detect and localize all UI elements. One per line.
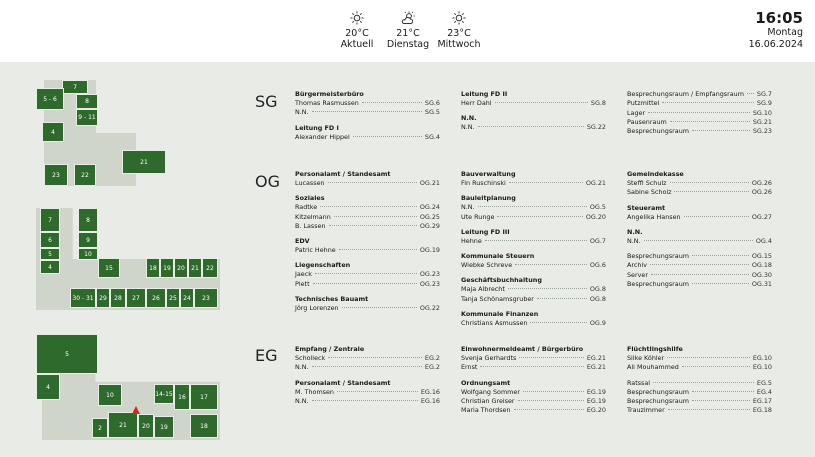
directory-entry xyxy=(295,304,440,313)
room-sg-9-11: 9 - 11 xyxy=(76,109,98,126)
dotted-leader xyxy=(337,391,418,392)
department-heading: Technisches Bauamt xyxy=(295,295,369,304)
sg-col-2 xyxy=(461,90,606,133)
dotted-leader xyxy=(670,121,750,122)
entry-name: Besprechungsraum xyxy=(627,387,689,396)
directory-entry xyxy=(627,388,772,397)
room-code: EG.19 xyxy=(586,396,606,405)
entry-name: Thomas Rasmussen xyxy=(295,99,359,107)
room-code: EG.16 xyxy=(420,396,440,405)
entry-name: Maja Albrecht xyxy=(461,285,505,294)
room-sg-5-6: 5 - 6 xyxy=(36,88,64,110)
room-og-30-31: 30 - 31 xyxy=(70,288,96,308)
dotted-leader xyxy=(668,409,750,410)
entry-name: Pausenraum xyxy=(627,117,667,126)
weather-day: Dienstag xyxy=(386,39,430,50)
room-eg-2: 2 xyxy=(92,418,108,438)
weather-temp: 21°C xyxy=(396,28,420,39)
entry-name: Hehne xyxy=(461,236,482,245)
directory-entry xyxy=(461,179,606,188)
room-code: OG.9 xyxy=(589,319,606,328)
room-og-4: 4 xyxy=(40,260,60,274)
directory-entry xyxy=(627,354,772,363)
department-heading: Bauleitplanung xyxy=(461,194,516,203)
department-heading: Liegenschaften xyxy=(295,261,351,270)
directory-entry xyxy=(461,295,606,304)
room-og-21: 21 xyxy=(188,258,202,278)
dotted-leader xyxy=(650,264,749,265)
department-heading: Bauverwaltung xyxy=(461,170,516,178)
dotted-leader xyxy=(519,357,584,358)
entry-name: Svenja Gerhardts xyxy=(461,354,517,362)
dotted-leader xyxy=(670,182,749,183)
sg-col-3 xyxy=(627,90,772,136)
directory-entry xyxy=(627,379,772,388)
dotted-leader xyxy=(692,283,749,284)
directory-entry xyxy=(295,397,440,406)
dotted-leader xyxy=(312,366,422,367)
dotted-leader xyxy=(485,240,587,241)
dotted-leader xyxy=(523,391,584,392)
directory-entry xyxy=(627,90,772,99)
room-eg-5: 5 xyxy=(36,334,98,374)
room-code: OG.30 xyxy=(751,270,772,279)
department-heading: N.N. xyxy=(461,114,477,123)
room-code: OG.6 xyxy=(589,261,606,270)
dotted-leader xyxy=(339,249,417,250)
room-code: EG.19 xyxy=(586,387,606,396)
room-code: OG.8 xyxy=(589,285,606,294)
entry-name: Jörg Lorenzen xyxy=(295,304,339,313)
sun-icon xyxy=(350,11,364,25)
weather-temp: 20°C xyxy=(345,28,369,39)
entry-name: Radtke xyxy=(295,203,318,212)
room-code: EG.2 xyxy=(424,354,440,362)
directory-entry xyxy=(295,179,440,188)
dotted-leader xyxy=(509,182,583,183)
room-code: OG.24 xyxy=(419,203,440,212)
dotted-leader xyxy=(653,382,754,383)
dotted-leader xyxy=(328,182,417,183)
you-are-here-marker-icon xyxy=(132,406,140,414)
dotted-leader xyxy=(342,307,417,308)
room-sg-7: 7 xyxy=(62,80,88,94)
dotted-leader xyxy=(692,400,750,401)
room-code: EG.20 xyxy=(586,406,606,415)
directory-entry xyxy=(295,363,440,372)
dotted-leader xyxy=(644,240,753,241)
directory-entry xyxy=(627,188,772,197)
room-og-20: 20 xyxy=(174,258,188,278)
room-og-6: 6 xyxy=(40,232,60,248)
directory-entry xyxy=(295,270,440,279)
directory-entry xyxy=(461,354,606,363)
room-og-28: 28 xyxy=(110,288,126,308)
entry-name: M. Thomsen xyxy=(295,387,334,396)
directory-entry xyxy=(627,406,772,415)
department-heading: Empfang / Zentrale xyxy=(295,345,365,353)
room-code: OG.22 xyxy=(419,304,440,313)
room-og-26: 26 xyxy=(146,288,166,308)
room-code: OG.19 xyxy=(419,246,440,255)
directory-entry xyxy=(461,203,606,212)
clock-day: Montag xyxy=(767,27,803,38)
room-code: EG.18 xyxy=(752,406,772,415)
directory-entry xyxy=(295,213,440,222)
dotted-leader xyxy=(329,225,417,226)
directory-entry xyxy=(627,99,772,108)
dotted-leader xyxy=(515,264,587,265)
room-eg-10: 10 xyxy=(98,384,122,406)
room-sg-8: 8 xyxy=(76,94,98,109)
entry-name: Putzmittel xyxy=(627,99,660,108)
entry-name: Trauzimmer xyxy=(627,406,665,415)
department-heading: N.N. xyxy=(627,227,643,236)
room-sg-22: 22 xyxy=(74,164,96,186)
weather-day: Mittwoch xyxy=(437,39,481,50)
room-og-9: 9 xyxy=(78,232,98,248)
entry-name: Silke Köhler xyxy=(627,354,665,362)
room-og-29: 29 xyxy=(96,288,110,308)
room-eg-18: 18 xyxy=(190,414,218,438)
room-code: SG.9 xyxy=(756,99,772,108)
entry-name: Christian Greiser xyxy=(461,396,515,405)
dotted-leader xyxy=(662,102,754,103)
room-eg-21: 21 xyxy=(108,412,138,438)
dotted-leader xyxy=(648,112,750,113)
entry-name: Besprechungsraum xyxy=(627,280,689,289)
room-code: SG.5 xyxy=(424,108,440,117)
room-code: OG.7 xyxy=(589,236,606,245)
directory-entry xyxy=(461,213,606,222)
room-og-25: 25 xyxy=(166,288,180,308)
entry-name: Ratssal xyxy=(627,378,651,387)
department-heading: Bürgermeisterbüro xyxy=(295,90,364,98)
directory-entry xyxy=(295,246,440,255)
entry-name: Besprechungsraum xyxy=(627,252,689,261)
dotted-leader xyxy=(651,274,749,275)
directory-entry xyxy=(461,388,606,397)
department-heading: Kommunale Steuern xyxy=(461,252,535,261)
room-og-23: 23 xyxy=(194,288,218,308)
room-code: OG.26 xyxy=(751,188,772,197)
dotted-leader xyxy=(313,283,417,284)
room-code: OG.26 xyxy=(751,179,772,187)
room-code: OG.21 xyxy=(585,179,606,187)
dotted-leader xyxy=(478,206,587,207)
dotted-leader xyxy=(334,216,417,217)
room-code: OG.27 xyxy=(751,212,772,221)
room-eg-4: 4 xyxy=(36,374,60,400)
directory-entry xyxy=(461,319,606,328)
department-heading: Einwohnermeldeamt / Bürgerbüro xyxy=(461,345,584,353)
entry-name: Steffi Schulz xyxy=(627,179,667,187)
room-code: OG.8 xyxy=(589,294,606,303)
entry-name: N.N. xyxy=(295,108,309,117)
room-eg-14-15: 14-15 xyxy=(154,384,174,404)
room-code: EG.4 xyxy=(756,387,772,396)
room-og-24: 24 xyxy=(180,288,194,308)
room-code: OG.23 xyxy=(419,270,440,279)
room-og-8: 8 xyxy=(78,208,98,232)
dotted-leader xyxy=(312,400,418,401)
entry-name: Angelika Hansen xyxy=(627,212,681,221)
directory-entry xyxy=(627,271,772,280)
department-heading: Leitung FD I xyxy=(295,123,339,132)
directory-entry xyxy=(295,203,440,212)
entry-name: Tanja Schönamsgruber xyxy=(461,294,534,303)
department-heading: Personalamt / Standesamt xyxy=(295,170,391,178)
department-heading: Leitung FD III xyxy=(461,227,510,236)
dotted-leader xyxy=(480,366,583,367)
room-code: OG.4 xyxy=(755,236,772,245)
room-og-18: 18 xyxy=(146,258,160,278)
entry-name: Alexander Hippel xyxy=(295,132,350,141)
og-col-2 xyxy=(461,170,606,328)
og-col-3 xyxy=(627,170,772,289)
directory-entry xyxy=(461,406,606,415)
eg-col-3 xyxy=(627,345,772,416)
dotted-leader xyxy=(328,357,422,358)
room-code: SG.21 xyxy=(752,117,772,126)
header-bar xyxy=(0,0,815,62)
room-code: EG.16 xyxy=(420,387,440,396)
room-eg-16: 16 xyxy=(174,384,190,410)
directory-entry xyxy=(627,363,772,372)
entry-name: Besprechungsraum xyxy=(627,397,689,406)
dotted-leader xyxy=(362,102,422,103)
dotted-leader xyxy=(508,288,587,289)
dotted-leader xyxy=(667,357,750,358)
dotted-leader xyxy=(320,206,417,207)
entry-name: Plett xyxy=(295,279,310,288)
clock xyxy=(749,9,803,51)
directory-entry xyxy=(461,99,606,108)
directory-entry xyxy=(627,127,772,136)
room-code: SG.7 xyxy=(756,90,772,98)
department-heading: Leitung FD II xyxy=(461,90,508,98)
room-code: EG.10 xyxy=(752,354,772,362)
directory-entry xyxy=(627,179,772,188)
department-heading: Kommunale Finanzen xyxy=(461,310,539,319)
entry-name: Fin Ruschinski xyxy=(461,179,506,187)
dotted-leader xyxy=(747,93,754,94)
og-col-1 xyxy=(295,170,440,313)
directory-main xyxy=(0,62,815,457)
floorplan-sg xyxy=(36,80,146,186)
weather-temp: 23°C xyxy=(447,28,471,39)
entry-name: Lucassen xyxy=(295,179,325,187)
directory-entry xyxy=(461,363,606,372)
department-heading: EDV xyxy=(295,237,310,246)
room-sg-23: 23 xyxy=(44,164,68,186)
room-sg-4: 4 xyxy=(42,122,64,142)
dotted-leader xyxy=(537,298,587,299)
room-eg-17: 17 xyxy=(190,384,218,410)
directory-entry xyxy=(295,222,440,231)
dotted-leader xyxy=(497,216,582,217)
directory-entry xyxy=(461,285,606,294)
level-label-og: OG xyxy=(255,172,280,191)
sg-col-1 xyxy=(295,90,440,142)
entry-name: Wolfgang Sommer xyxy=(461,387,520,396)
entry-name: Lager xyxy=(627,108,646,117)
directory-entry xyxy=(295,99,440,108)
entry-name: N.N. xyxy=(461,203,475,212)
room-code: OG.15 xyxy=(751,252,772,261)
entry-name: N.N. xyxy=(295,396,309,405)
room-og-15: 15 xyxy=(98,258,120,278)
entry-name: Wiebke Schreve xyxy=(461,261,513,270)
dotted-leader xyxy=(478,126,584,127)
room-og-10: 10 xyxy=(78,248,98,260)
entry-name: Besprechungsraum / Empfangsraum xyxy=(627,90,744,98)
entry-name: Patric Hehne xyxy=(295,246,336,255)
room-og-5: 5 xyxy=(40,248,60,260)
entry-name: Ali Mouhammed xyxy=(627,363,679,372)
entry-name: Besprechungsraum xyxy=(627,127,689,136)
entry-name: Ernst xyxy=(461,363,478,372)
room-code: SG.8 xyxy=(590,99,606,107)
room-code: EG.5 xyxy=(756,378,772,387)
directory-entry xyxy=(461,261,606,270)
department-heading: Flüchtlingshilfe xyxy=(627,345,683,353)
entry-name: Server xyxy=(627,270,648,279)
room-og-19: 19 xyxy=(160,258,174,278)
room-eg-19: 19 xyxy=(154,416,174,438)
entry-name: N.N. xyxy=(295,363,309,372)
room-code: EG.10 xyxy=(752,363,772,372)
department-heading: Steueramt xyxy=(627,203,666,212)
dotted-leader xyxy=(674,191,748,192)
dotted-leader xyxy=(312,111,422,112)
eg-col-2 xyxy=(461,345,606,415)
level-label-eg: EG xyxy=(255,346,278,365)
dotted-leader xyxy=(530,322,586,323)
room-og-27: 27 xyxy=(126,288,146,308)
room-eg-20: 20 xyxy=(138,414,154,438)
entry-name: Christians Asmussen xyxy=(461,319,528,328)
weather-wednesday xyxy=(429,11,489,51)
entry-name: Jaeck xyxy=(295,270,312,279)
room-code: OG.29 xyxy=(419,221,440,230)
dotted-leader xyxy=(518,400,584,401)
entry-name: Ute Runge xyxy=(461,212,495,221)
dotted-leader xyxy=(514,409,584,410)
clock-date: 16.06.2024 xyxy=(748,39,803,50)
room-code: OG.25 xyxy=(419,212,440,221)
room-code: SG.6 xyxy=(424,99,440,107)
directory-entry xyxy=(627,252,772,261)
directory-entry xyxy=(627,118,772,127)
room-code: SG.4 xyxy=(424,132,440,141)
entry-name: Kitzelmann xyxy=(295,212,331,221)
eg-col-1 xyxy=(295,345,440,406)
directory-entry xyxy=(295,354,440,363)
directory-entry xyxy=(295,108,440,117)
directory-entry xyxy=(627,213,772,222)
entry-name: Scholleck xyxy=(295,354,326,362)
room-code: OG.21 xyxy=(419,179,440,187)
directory-entry xyxy=(295,133,440,142)
entry-name: N.N. xyxy=(627,236,641,245)
weather-day: Aktuell xyxy=(340,39,374,50)
directory-entry xyxy=(461,237,606,246)
directory-entry xyxy=(627,397,772,406)
entry-name: Herr Dahl xyxy=(461,99,492,107)
entry-name: Archiv xyxy=(627,261,647,270)
dotted-leader xyxy=(315,273,417,274)
room-code: OG.20 xyxy=(585,212,606,221)
department-heading: Gemeindekasse xyxy=(627,170,684,178)
dotted-leader xyxy=(495,102,588,103)
room-code: OG.18 xyxy=(751,261,772,270)
directory-entry xyxy=(295,388,440,397)
department-heading: Personalamt / Standesamt xyxy=(295,378,391,387)
directory-entry xyxy=(295,280,440,289)
dotted-leader xyxy=(692,391,754,392)
room-sg-21: 21 xyxy=(122,150,166,174)
directory-entry xyxy=(627,280,772,289)
department-heading: Geschäftsbuchhaltung xyxy=(461,276,542,285)
room-code: EG.17 xyxy=(752,397,772,406)
room-og-22: 22 xyxy=(202,258,218,278)
dotted-leader xyxy=(692,130,750,131)
room-og-7: 7 xyxy=(40,208,60,232)
room-code: EG.2 xyxy=(424,363,440,372)
room-code: OG.31 xyxy=(751,280,772,289)
dotted-leader xyxy=(684,216,749,217)
floorplan-og xyxy=(36,208,220,310)
room-code: OG.23 xyxy=(419,279,440,288)
directory-entry xyxy=(461,123,606,132)
level-label-sg: SG xyxy=(255,92,278,111)
directory-entry xyxy=(627,261,772,270)
dotted-leader xyxy=(353,136,422,137)
entry-name: Sabine Scholz xyxy=(627,188,672,197)
cloud-sun-icon xyxy=(401,11,415,25)
room-code: SG.23 xyxy=(752,127,772,136)
directory-entry xyxy=(461,397,606,406)
department-heading: Soziales xyxy=(295,194,325,203)
room-code: EG.21 xyxy=(586,363,606,372)
department-heading: Ordnungsamt xyxy=(461,378,511,387)
room-code: OG.5 xyxy=(589,203,606,212)
room-code: SG.22 xyxy=(586,123,606,132)
floorplan-eg xyxy=(36,334,220,440)
clock-time: 16:05 xyxy=(755,9,803,27)
dotted-leader xyxy=(682,366,750,367)
entry-name: B. Lassen xyxy=(295,221,326,230)
room-code: EG.21 xyxy=(586,354,606,362)
sun-icon xyxy=(452,11,466,25)
dotted-leader xyxy=(692,255,749,256)
directory-entry xyxy=(627,109,772,118)
directory-entry xyxy=(627,237,772,246)
entry-name: Maria Thordsen xyxy=(461,406,511,415)
room-code: SG.10 xyxy=(752,108,772,117)
entry-name: N.N. xyxy=(461,123,475,132)
